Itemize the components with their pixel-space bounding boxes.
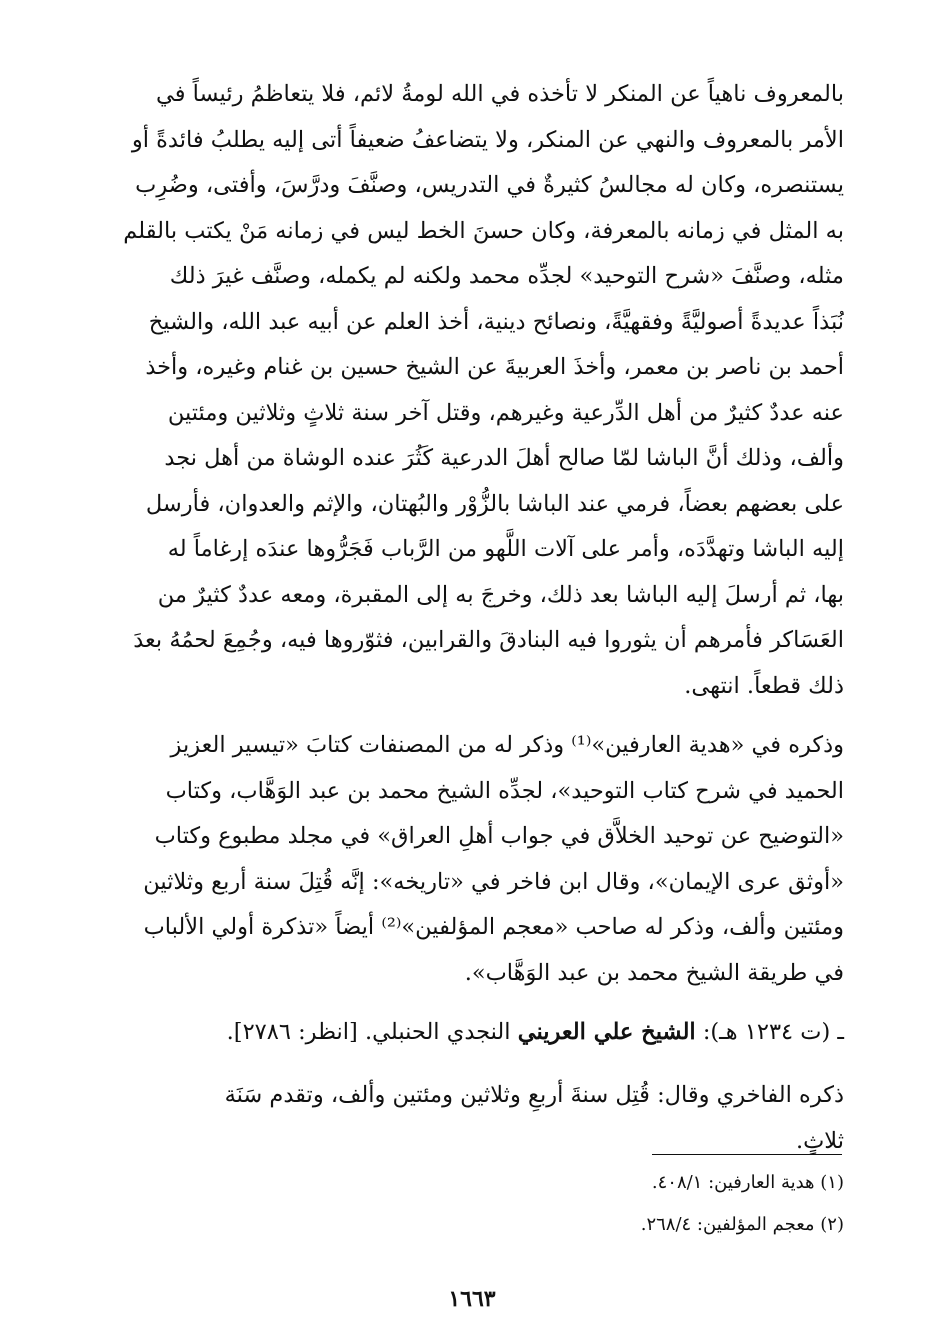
text-line: به المثل في زمانه بالمعرفة، وكان حسنَ الخط ليس في زمانه مَنْ يكتب بالقلم xyxy=(123,217,844,244)
text-line: العَسَاكر فأمرهم أن يثوروا فيه البنادقَ والقرابين، فثوّروها فيه، وجُمِعَ لحمُهُ بعدَ xyxy=(133,627,844,653)
text-line: «التوضيح عن توحيد الخلاَّق في جواب أهلِ العراق» في مجلد مطبوع وكتاب xyxy=(154,823,844,849)
text-line: في طريقة الشيخ محمد بن عبد الوَهَّاب». xyxy=(464,959,844,986)
paragraph-entry-note xyxy=(92,1073,844,1164)
entry-name: الشيخ علي العريني xyxy=(517,1019,696,1045)
page-body xyxy=(92,72,844,1178)
text-line: نُبَذاً عديدةً أصوليَّةً وفقهيَّةً، ونصائح دينية، أخذ العلم عن أبيه عبد الله، والشيخ xyxy=(148,308,844,335)
text-line: ذكره الفاخري وقال: قُتِل سنةَ أربعِ وثلاثين ومئتين وألف، وتقدم سَنَة xyxy=(224,1082,844,1108)
text-line: وألف، وذلك أنَّ الباشا لمّا صالح أهلَ الدرعية كَثُرَ عنده الوشاة من أهل نجد xyxy=(164,445,844,471)
text-line: يستنصره، وكان له مجالسُ كثيرةٌ في التدريس، وصنَّفَ ودرَّسَ، وأفتى، وضُرِب xyxy=(135,172,844,198)
text-line: عنه عددٌ كثيرٌ من أهل الدِّرعية وغيرهم، وقتل آخر سنة ثلاثٍ وثلاثين ومئتين xyxy=(167,399,844,426)
paragraph-works xyxy=(92,723,844,996)
text-line: بالمعروف ناهياً عن المنكر لا تأخذه في الله لومةُ لائم، فلا يتعاظمُ رئيساً في xyxy=(155,81,844,107)
entry-prefix: ـ (ت ١٢٣٤ هـ): xyxy=(695,1019,844,1045)
text-line: بها، ثم أرسلَ إليه الباشا بعد ذلك، وخرجَ به إلى المقبرة، ومعه عددٌ كثيرٌ من xyxy=(157,581,844,608)
text-line: على بعضهم بعضاً، فرمي عند الباشا بالزُّوْر والبُهتان، والإثم والعدوان، فأرسل xyxy=(145,490,844,517)
footnote-divider xyxy=(652,1154,842,1155)
text-line: الحميد في شرح كتاب التوحيد»، لجدِّه الشيخ محمد بن عبد الوَهَّاب، وكتاب xyxy=(165,777,844,804)
text-line: الأمر بالمعروف والنهي عن المنكر، ولا يتضاعفُ ضعيفاً أتى إليه يطلبُ فائدةً أو xyxy=(131,126,844,153)
footnote-item: (١) هدية العارفين: ٤٠٨/١. xyxy=(651,1172,844,1193)
entry-heading xyxy=(92,1010,844,1055)
text-line: «أوثق عرى الإيمان»، وقال ابن فاخر في «تاريخه»: إنَّه قُتِلَ سنة أربع وثلاثين xyxy=(143,868,844,895)
text-line: إليه الباشا وتهدَّدَه، وأمر على آلات اللَّهو من الرَّباب فَجَرُّوها عندَه إرغاماً له xyxy=(167,536,844,562)
text-line: ومئتين وألف، وذكر له صاحب «معجم المؤلفين»⁽²⁾ أيضاً «تذكرة أولي الألباب xyxy=(143,914,844,940)
footnotes xyxy=(92,1162,844,1246)
page-number: ١٦٦٣ xyxy=(448,1286,496,1312)
text-line: ذلك قطعاً. انتهى. xyxy=(684,672,844,699)
entry-suffix: النجدي الحنبلي. [انظر: ٢٧٨٦]. xyxy=(226,1019,518,1045)
text-line: مثله، وصنَّفَ «شرح التوحيد» لجدِّه محمد ولكنه لم يكمله، وصنَّف غيرَ ذلك xyxy=(169,263,844,289)
text-line: أحمد بن ناصر بن معمر، وأخذَ العربيةَ عن الشيخ حسين بن غنام وغيره، وأخذ xyxy=(145,354,844,380)
paragraph-biography xyxy=(92,72,844,709)
text-line: وذكره في «هدية العارفين»⁽¹⁾ وذكر له من المصنفات كتابَ «تيسير العزيز xyxy=(170,732,844,758)
footnote-item: (٢) معجم المؤلفين: ٢٦٨/٤. xyxy=(640,1214,844,1235)
text-line: ثلاثٍ. xyxy=(795,1127,844,1154)
